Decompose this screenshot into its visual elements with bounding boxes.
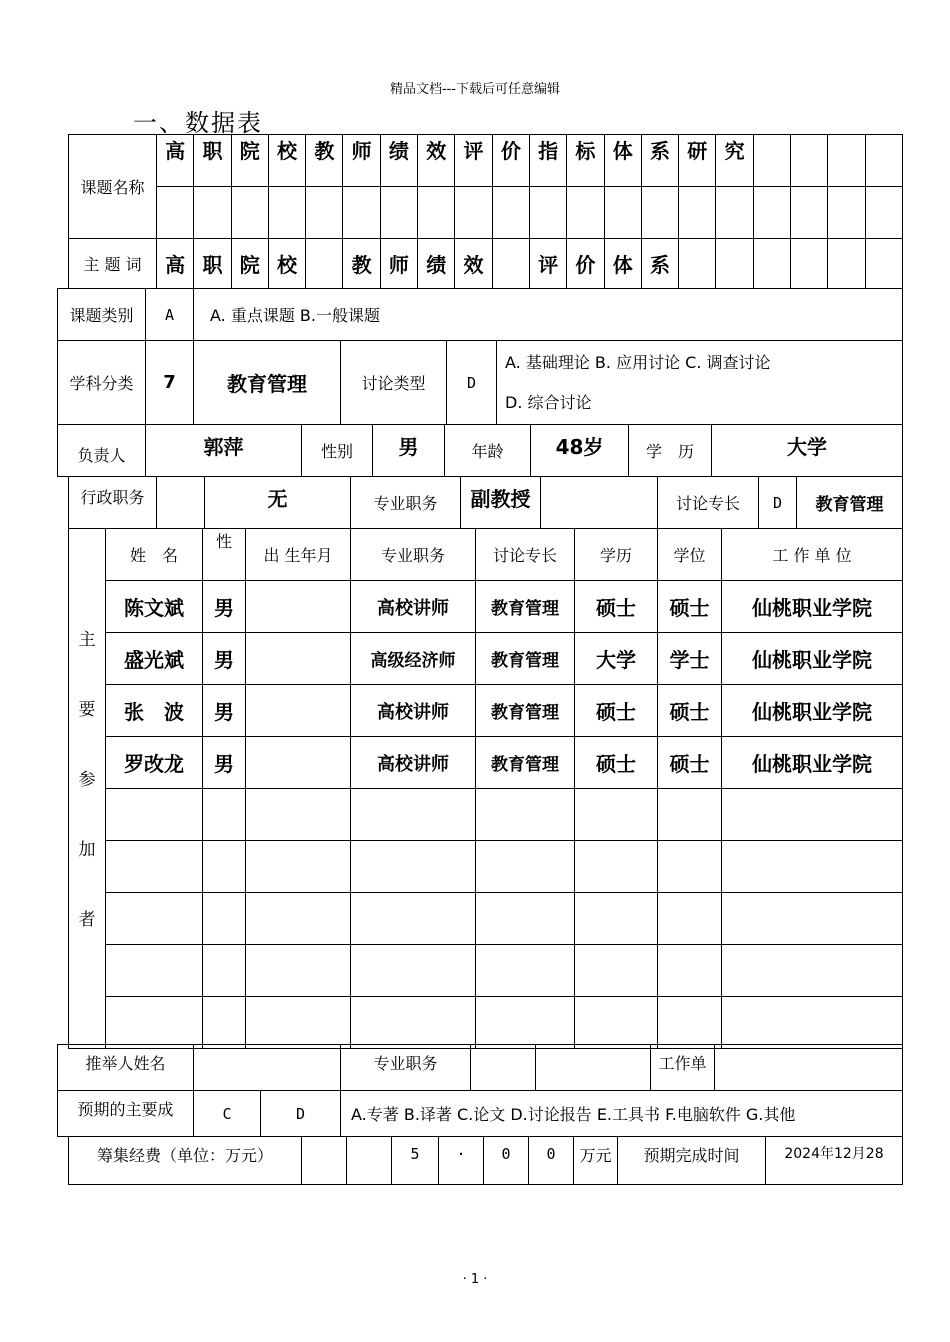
leader-gender: 男 xyxy=(373,425,445,477)
gender-label: 性别 xyxy=(302,425,373,477)
funding-table xyxy=(68,1136,903,1185)
keyword-char: 系 xyxy=(641,239,678,289)
keyword-char: 绩 xyxy=(418,239,455,289)
category-value: A xyxy=(146,289,194,341)
results-value-1: C xyxy=(194,1091,261,1137)
education-label: 学 历 xyxy=(629,425,712,477)
recommender-label: 推举人姓名 xyxy=(58,1045,194,1091)
specialty-label: 讨论专长 xyxy=(658,477,759,529)
admin-post-label: 行政职务 xyxy=(69,477,157,529)
topic-char: 校 xyxy=(268,135,305,187)
specialty-value: 教育管理 xyxy=(797,477,903,529)
discipline-label: 学科分类 xyxy=(58,341,146,425)
research-type-options-line2: D. 综合讨论 xyxy=(505,392,592,412)
keyword-char: 教 xyxy=(343,239,380,289)
topic-char: 高 xyxy=(157,135,194,187)
prof-title-value: 副教授 xyxy=(461,477,541,529)
keyword-char: 评 xyxy=(529,239,566,289)
col-header-degree: 学位 xyxy=(658,529,722,581)
topic-char: 指 xyxy=(529,135,566,187)
admin-post-value: 无 xyxy=(205,477,351,529)
funding-digit: 5 xyxy=(392,1137,439,1185)
keywords-label: 主 题 词 xyxy=(69,239,157,289)
participants-side-label: 主 要 参 加 者 xyxy=(69,529,106,1049)
funding-unit: 万元 xyxy=(574,1137,618,1185)
leader-name: 郭萍 xyxy=(146,425,302,477)
col-header-gender: 性 xyxy=(203,529,246,581)
col-header-education: 学历 xyxy=(575,529,658,581)
funding-digit: · xyxy=(439,1137,484,1185)
table-row-empty xyxy=(69,945,903,997)
research-type-options-line1: A. 基础理论 B. 应用讨论 C. 调查讨论 xyxy=(505,352,771,372)
project-info-table xyxy=(57,288,903,425)
results-options: A.专著 B.译著 C.论文 D.讨论报告 E.工具书 F.电脑软件 G.其他 xyxy=(341,1091,903,1137)
topic-char: 究 xyxy=(716,135,753,187)
topic-char: 教 xyxy=(306,135,343,187)
topic-table xyxy=(68,134,903,289)
keyword-char: 价 xyxy=(567,239,604,289)
deadline-label: 预期完成时间 xyxy=(618,1137,766,1185)
table-row-empty xyxy=(69,841,903,893)
topic-label: 课题名称 xyxy=(69,135,157,239)
keyword-char: 师 xyxy=(380,239,417,289)
table-row: 罗改龙 男 高校讲师 教育管理 硕士 硕士 仙桃职业学院 xyxy=(69,737,903,789)
category-label: 课题类别 xyxy=(58,289,146,341)
leader-table xyxy=(57,424,903,477)
table-row-empty xyxy=(69,997,903,1049)
topic-char: 效 xyxy=(418,135,455,187)
funding-digit: 0 xyxy=(484,1137,529,1185)
topic-char: 绩 xyxy=(380,135,417,187)
topic-char: 评 xyxy=(455,135,492,187)
category-options: A. 重点课题 B.一般课题 xyxy=(194,289,903,341)
keyword-char: 效 xyxy=(455,239,492,289)
table-row: 张 波 男 高校讲师 教育管理 硕士 硕士 仙桃职业学院 xyxy=(69,685,903,737)
topic-char: 院 xyxy=(231,135,268,187)
topic-char: 系 xyxy=(641,135,678,187)
keyword-char: 体 xyxy=(604,239,641,289)
discipline-code: 7 xyxy=(146,341,194,425)
results-label: 预期的主要成 xyxy=(58,1091,194,1137)
topic-char: 标 xyxy=(567,135,604,187)
page-header: 精品文档---下载后可任意编辑 xyxy=(389,82,561,97)
participants-table xyxy=(68,528,903,1049)
recommender-table xyxy=(57,1044,903,1137)
topic-cell-empty xyxy=(828,135,865,187)
topic-char: 研 xyxy=(679,135,716,187)
keyword-char: 高 xyxy=(157,239,194,289)
keyword-char xyxy=(492,239,529,289)
keyword-char xyxy=(306,239,343,289)
leader-age: 48岁 xyxy=(531,425,629,477)
deadline-value: 2024年12月28 xyxy=(766,1137,903,1185)
table-row-empty xyxy=(69,789,903,841)
table-row-empty xyxy=(69,893,903,945)
col-header-specialty: 讨论专长 xyxy=(476,529,575,581)
topic-char: 价 xyxy=(492,135,529,187)
recommender-unit-label: 工作单 xyxy=(651,1045,715,1091)
table-row: 陈文斌 男 高校讲师 教育管理 硕士 硕士 仙桃职业学院 xyxy=(69,581,903,633)
research-type-label: 讨论类型 xyxy=(341,341,447,425)
col-header-name: 姓 名 xyxy=(106,529,203,581)
specialty-code: D xyxy=(759,477,797,529)
keyword-char: 校 xyxy=(268,239,305,289)
section-title: 一、数据表 xyxy=(133,109,263,137)
topic-char: 师 xyxy=(343,135,380,187)
col-header-title: 专业职务 xyxy=(351,529,476,581)
topic-char: 体 xyxy=(604,135,641,187)
results-value-2: D xyxy=(261,1091,341,1137)
topic-char: 职 xyxy=(194,135,231,187)
funding-digit: 0 xyxy=(529,1137,574,1185)
leader-label: 负责人 xyxy=(58,425,146,477)
admin-table xyxy=(68,476,903,529)
page-number: · 1 · xyxy=(462,1272,488,1287)
discipline-name: 教育管理 xyxy=(194,341,341,425)
topic-cell-empty xyxy=(753,135,790,187)
table-row: 盛光斌 男 高级经济师 教育管理 大学 学士 仙桃职业学院 xyxy=(69,633,903,685)
keyword-char: 院 xyxy=(231,239,268,289)
topic-cell-empty xyxy=(865,135,902,187)
prof-title-label: 专业职务 xyxy=(351,477,461,529)
leader-education: 大学 xyxy=(712,425,903,477)
topic-cell-empty xyxy=(791,135,828,187)
keyword-char: 职 xyxy=(194,239,231,289)
col-header-unit: 工 作 单 位 xyxy=(722,529,903,581)
research-type-value: D xyxy=(447,341,497,425)
funding-label: 筹集经费（单位：万元） xyxy=(69,1137,302,1185)
recommender-title-label: 专业职务 xyxy=(341,1045,471,1091)
col-header-birth: 出 生年月 xyxy=(246,529,351,581)
age-label: 年龄 xyxy=(445,425,531,477)
